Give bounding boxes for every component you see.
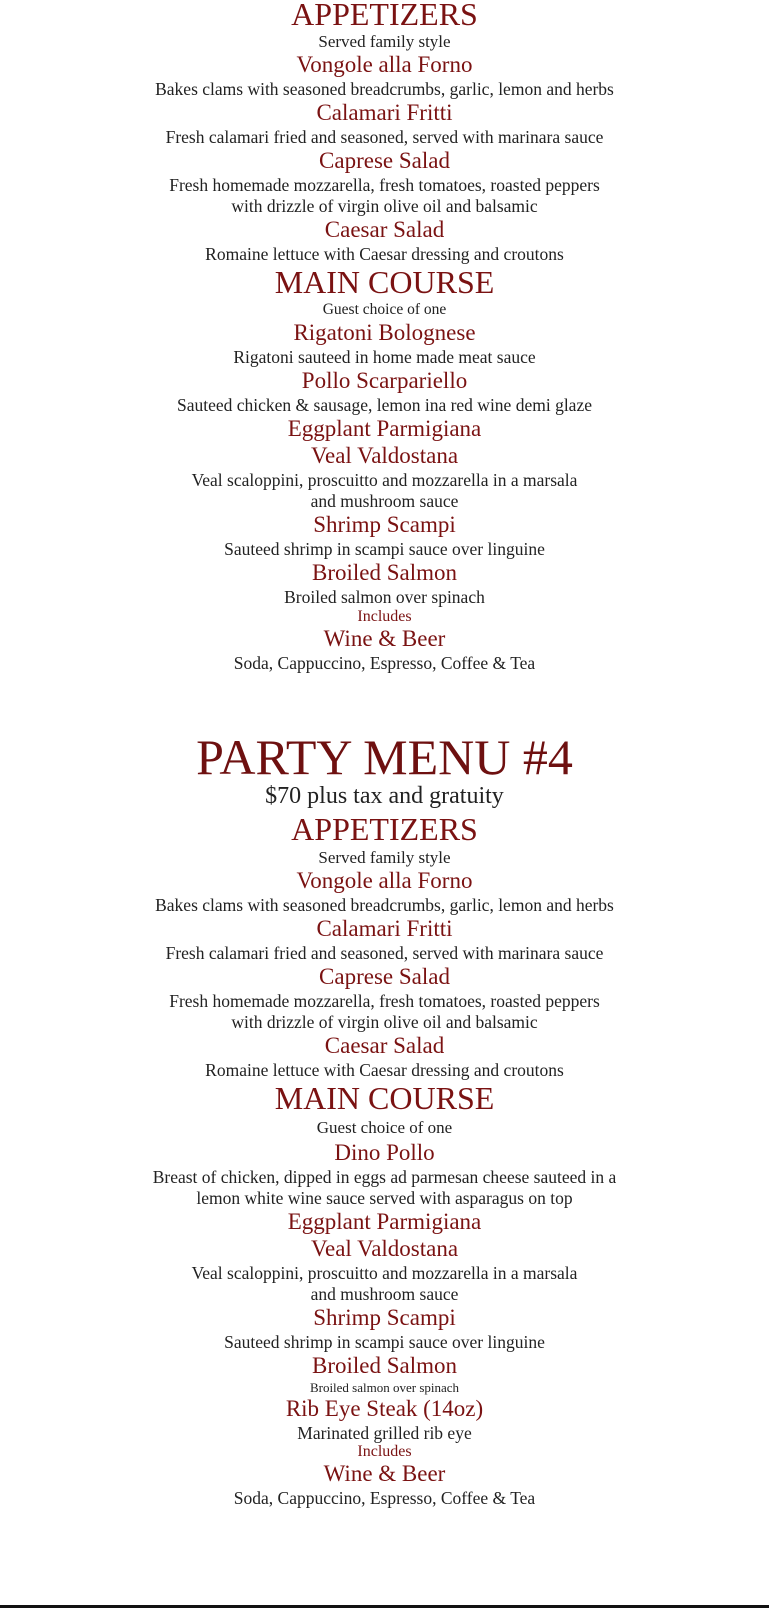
dish-description: Fresh calamari fried and seasoned, served with marinara sauce bbox=[165, 943, 604, 963]
dish-description: and mushroom sauce bbox=[310, 491, 459, 511]
dish-description: Rigatoni sauteed in home made meat sauce bbox=[233, 347, 536, 367]
dish-description: Marinated grilled rib eye bbox=[297, 1423, 472, 1443]
main-course-note: Guest choice of one bbox=[316, 1118, 453, 1137]
dish-description: Broiled salmon over spinach bbox=[309, 1380, 460, 1395]
dish-name: Vongole alla Forno bbox=[296, 868, 473, 893]
dish-description: with drizzle of virgin olive oil and balsamic bbox=[231, 196, 538, 216]
dish-name: Dino Pollo bbox=[334, 1140, 435, 1165]
dish-description: lemon white wine sauce served with asparagus on top bbox=[196, 1188, 573, 1208]
dish-description: Sauteed shrimp in scampi sauce over linguine bbox=[224, 539, 545, 559]
appetizers-note: Served family style bbox=[318, 32, 451, 51]
dish-description: Bakes clams with seasoned breadcrumbs, garlic, lemon and herbs bbox=[155, 895, 614, 915]
dish-description: Romaine lettuce with Caesar dressing and croutons bbox=[205, 244, 564, 264]
dish-name: Rigatoni Bolognese bbox=[293, 320, 476, 345]
appetizers-heading: APPETIZERS bbox=[291, 0, 478, 32]
dish-name: Broiled Salmon bbox=[311, 1353, 458, 1378]
dish-name: Eggplant Parmigiana bbox=[287, 416, 482, 441]
dish-description: Fresh homemade mozzarella, fresh tomatoes, roasted peppers bbox=[169, 175, 600, 195]
dish-description: and mushroom sauce bbox=[310, 1284, 459, 1304]
main-course-note: Guest choice of one bbox=[322, 301, 447, 318]
dish-description: Veal scaloppini, proscuitto and mozzarella in a marsala bbox=[191, 1263, 578, 1283]
main-course-heading: MAIN COURSE bbox=[274, 264, 495, 300]
dish-name: Caprese Salad bbox=[319, 964, 450, 989]
dish-name: Eggplant Parmigiana bbox=[287, 1209, 482, 1234]
dish-description: Breast of chicken, dipped in eggs ad parmesan cheese sauteed in a bbox=[152, 1167, 617, 1187]
menu-price: $70 plus tax and gratuity bbox=[265, 783, 504, 809]
dish-name: Caprese Salad bbox=[319, 148, 450, 173]
drinks-heading: Wine & Beer bbox=[323, 1461, 446, 1486]
dish-description: Bakes clams with seasoned breadcrumbs, garlic, lemon and herbs bbox=[155, 79, 614, 99]
dish-name: Calamari Fritti bbox=[316, 916, 453, 941]
dish-description: Sauteed shrimp in scampi sauce over linguine bbox=[224, 1332, 545, 1352]
menu-title: PARTY MENU #4 bbox=[196, 729, 573, 785]
dish-name: Veal Valdostana bbox=[310, 1236, 459, 1261]
drinks-description: Soda, Cappuccino, Espresso, Coffee & Tea bbox=[233, 1488, 536, 1508]
dish-name: Rib Eye Steak (14oz) bbox=[285, 1396, 484, 1421]
dish-description: Broiled salmon over spinach bbox=[284, 587, 485, 607]
dish-name: Pollo Scarpariello bbox=[301, 368, 468, 393]
dish-name: Calamari Fritti bbox=[316, 100, 453, 125]
dish-description: Veal scaloppini, proscuitto and mozzarella in a marsala bbox=[191, 470, 578, 490]
dish-name: Veal Valdostana bbox=[310, 443, 459, 468]
includes-label: Includes bbox=[357, 1443, 412, 1460]
dish-name: Shrimp Scampi bbox=[313, 512, 456, 537]
dish-name: Vongole alla Forno bbox=[296, 52, 473, 77]
drinks-heading: Wine & Beer bbox=[323, 626, 446, 651]
drinks-description: Soda, Cappuccino, Espresso, Coffee & Tea bbox=[233, 653, 536, 673]
appetizers-heading: APPETIZERS bbox=[291, 811, 478, 847]
dish-name: Caesar Salad bbox=[324, 1033, 445, 1058]
includes-label: Includes bbox=[357, 608, 412, 625]
dish-description: Sauteed chicken & sausage, lemon ina red wine demi glaze bbox=[177, 395, 592, 415]
dish-name: Broiled Salmon bbox=[311, 560, 458, 585]
dish-name: Caesar Salad bbox=[324, 217, 445, 242]
dish-description: Fresh calamari fried and seasoned, served with marinara sauce bbox=[165, 127, 604, 147]
dish-name: Shrimp Scampi bbox=[313, 1305, 456, 1330]
appetizers-note: Served family style bbox=[318, 848, 451, 867]
main-course-heading: MAIN COURSE bbox=[274, 1080, 495, 1116]
dish-description: Fresh homemade mozzarella, fresh tomatoes, roasted peppers bbox=[169, 991, 600, 1011]
dish-description: with drizzle of virgin olive oil and balsamic bbox=[231, 1012, 538, 1032]
dish-description: Romaine lettuce with Caesar dressing and croutons bbox=[205, 1060, 564, 1080]
